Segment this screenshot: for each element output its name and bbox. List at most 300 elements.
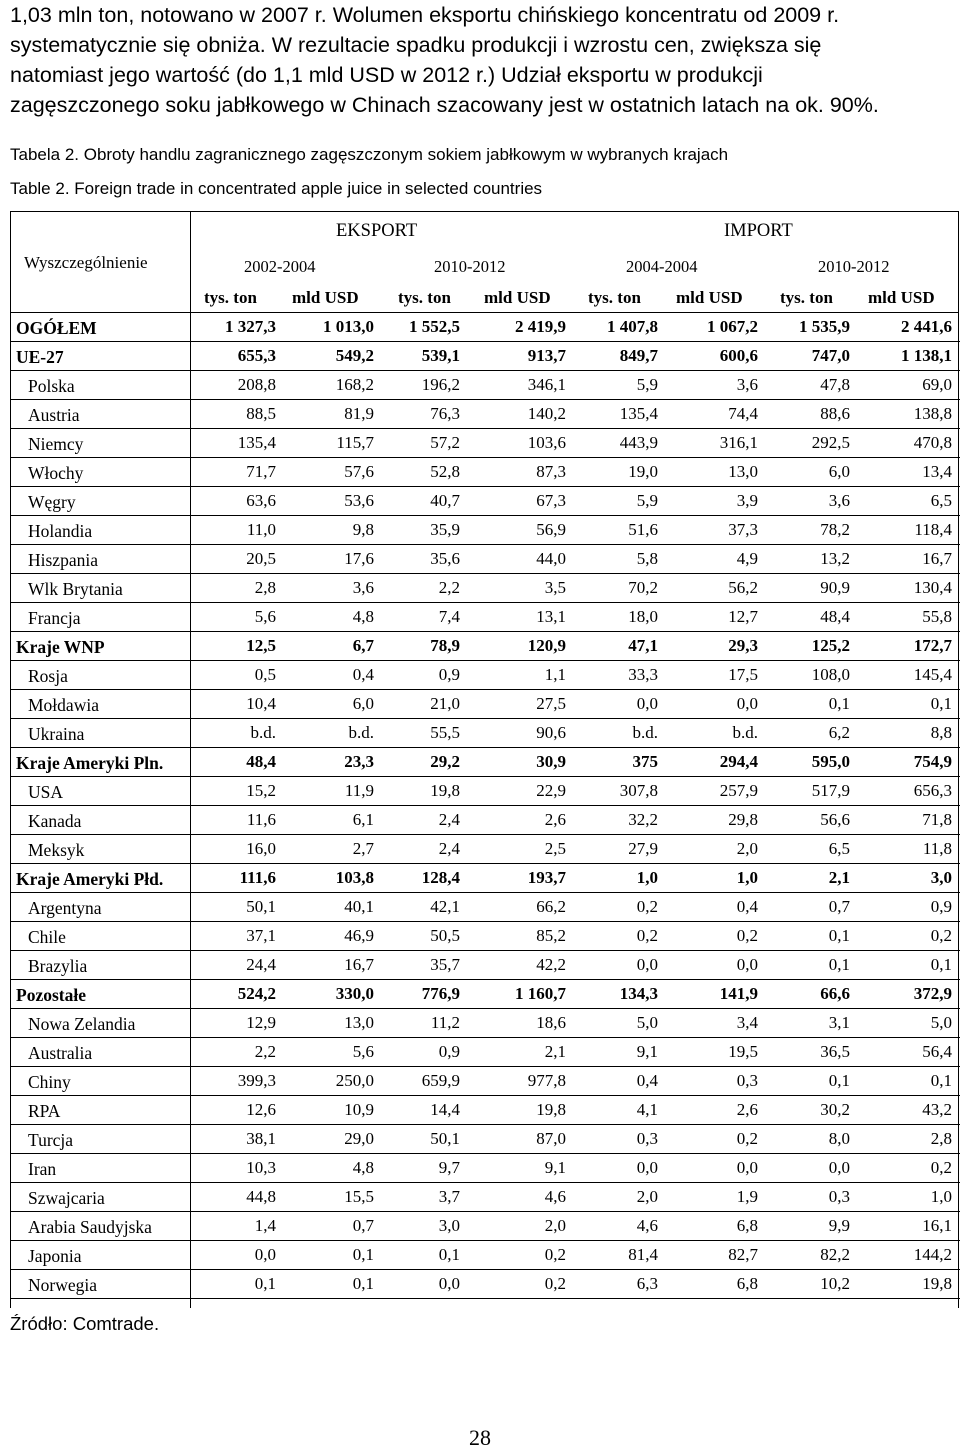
table-cell: 595,0 — [811, 752, 850, 771]
table-cell: 10,2 — [820, 1274, 850, 1293]
table-row — [0, 864, 960, 893]
table-row — [0, 1096, 960, 1125]
table-cell: 55,8 — [922, 607, 952, 626]
table-cell: 0,1 — [930, 955, 952, 974]
table-cell: 128,4 — [421, 868, 460, 887]
table-cell: 90,6 — [536, 723, 566, 742]
row-label: Kraje WNP — [16, 637, 105, 657]
table-cell: 48,4 — [246, 752, 276, 771]
table-cell: 0,3 — [636, 1129, 658, 1148]
table-cell: 0,1 — [828, 955, 850, 974]
table-cell: 346,1 — [527, 375, 566, 394]
row-label: Iran — [28, 1159, 57, 1179]
table-cell: 37,1 — [246, 926, 276, 945]
row-label: Węgry — [28, 492, 76, 512]
table-cell: 0,9 — [438, 665, 460, 684]
table-cell: 4,1 — [636, 1100, 658, 1119]
table-cell: 0,0 — [254, 1245, 276, 1264]
row-label: Kraje Ameryki Płd. — [16, 869, 164, 889]
table-cell: 135,4 — [619, 404, 658, 423]
table-cell: 747,0 — [811, 346, 850, 365]
row-label: Holandia — [28, 521, 93, 541]
table-row — [0, 516, 960, 545]
table-cell: 88,5 — [246, 404, 276, 423]
table-row — [0, 806, 960, 835]
table-row — [0, 371, 960, 400]
table-row — [0, 1038, 960, 1067]
table-cell: 11,0 — [246, 520, 276, 539]
source-note: Źródło: Comtrade. — [10, 1313, 160, 1334]
table-cell: 17,6 — [344, 549, 374, 568]
row-label: Chiny — [28, 1072, 71, 1092]
table-cell: 754,9 — [913, 752, 952, 771]
row-label: Hiszpania — [28, 550, 98, 570]
row-label: Norwegia — [28, 1275, 98, 1295]
table-caption-pl: Tabela 2. Obroty handlu zagranicznego zagęszczonym sokiem jabłkowym w wybranych krajach — [10, 145, 729, 164]
table-cell: 67,3 — [536, 491, 566, 510]
unit-header: tys. ton — [588, 288, 641, 307]
table-cell: 1,0 — [736, 868, 758, 887]
table-cell: 1,9 — [736, 1187, 758, 1206]
table-cell: 16,7 — [344, 955, 374, 974]
table-cell: 524,2 — [237, 984, 276, 1003]
table-cell: 656,3 — [913, 781, 952, 800]
table-cell: 3,6 — [736, 375, 758, 394]
table-row — [0, 574, 960, 603]
table-cell: 56,4 — [922, 1042, 952, 1061]
table-cell: 659,9 — [421, 1071, 460, 1090]
table-cell: 4,8 — [352, 607, 374, 626]
table-cell: 19,0 — [628, 462, 658, 481]
table-cell: 0,2 — [736, 926, 758, 945]
table-cell: 307,8 — [619, 781, 658, 800]
table-cell: 0,0 — [636, 1158, 658, 1177]
row-label: Argentyna — [28, 898, 102, 918]
table-cell: 5,6 — [254, 607, 276, 626]
table-cell: 40,7 — [430, 491, 460, 510]
table-cell: 3,0 — [438, 1216, 460, 1235]
table-cell: 71,8 — [922, 810, 952, 829]
table-cell: 66,6 — [820, 984, 850, 1003]
table-cell: 2,8 — [930, 1129, 952, 1148]
table-cell: 30,9 — [536, 752, 566, 771]
table-row — [0, 458, 960, 487]
table-cell: 19,5 — [728, 1042, 758, 1061]
table-cell: 399,3 — [237, 1071, 276, 1090]
table-cell: 66,2 — [536, 897, 566, 916]
table-cell: 145,4 — [913, 665, 952, 684]
table-cell: 549,2 — [335, 346, 374, 365]
table-cell: 18,0 — [628, 607, 658, 626]
table-cell: 55,5 — [430, 723, 460, 742]
row-label: Niemcy — [28, 434, 84, 454]
table-cell: 22,9 — [536, 781, 566, 800]
table-cell: 57,2 — [430, 433, 460, 452]
table-cell: 1 407,8 — [607, 317, 658, 336]
intro-paragraph — [10, 0, 955, 120]
table-cell: 12,7 — [728, 607, 758, 626]
table-cell: 3,7 — [438, 1187, 460, 1206]
table-cell: 42,1 — [430, 897, 460, 916]
row-label: Kanada — [28, 811, 82, 831]
table-cell: 134,3 — [619, 984, 658, 1003]
group-header-import: IMPORT — [724, 221, 793, 241]
table-cell: 115,7 — [336, 433, 374, 452]
table-cell: 20,5 — [246, 549, 276, 568]
table-cell: 600,6 — [719, 346, 758, 365]
table-cell: 6,1 — [352, 810, 374, 829]
row-label: Mołdawia — [28, 695, 99, 715]
table-cell: 71,7 — [246, 462, 276, 481]
table-row — [0, 545, 960, 574]
row-label: Wlk Brytania — [28, 579, 123, 599]
row-label: Pozostałe — [16, 985, 86, 1005]
table-row — [0, 400, 960, 429]
table-cell: 13,4 — [922, 462, 952, 481]
table-cell: 2,2 — [438, 578, 460, 597]
table-cell: 0,0 — [736, 1158, 758, 1177]
table-cell: 35,6 — [430, 549, 460, 568]
table-cell: 2,2 — [254, 1042, 276, 1061]
table-cell: 9,1 — [544, 1158, 566, 1177]
table-row — [0, 342, 960, 371]
row-label: Meksyk — [28, 840, 85, 860]
row-label: USA — [28, 782, 64, 802]
table-cell: 208,8 — [237, 375, 276, 394]
table-cell: 56,9 — [536, 520, 566, 539]
table-cell: 12,6 — [246, 1100, 276, 1119]
table-cell: 82,2 — [820, 1245, 850, 1264]
table-caption-en: Table 2. Foreign trade in concentrated apple juice in selected countries — [10, 179, 543, 198]
table-cell: 10,3 — [246, 1158, 276, 1177]
table-cell: 375 — [632, 752, 658, 771]
table-cell: 0,0 — [828, 1158, 850, 1177]
table-cell: 13,1 — [536, 607, 566, 626]
table-cell: 0,2 — [930, 926, 952, 945]
table-cell: 144,2 — [913, 1245, 952, 1264]
table-cell: 19,8 — [536, 1100, 566, 1119]
group-header-export: EKSPORT — [336, 221, 418, 241]
row-label: Francja — [28, 608, 81, 628]
table-cell: 1 013,0 — [323, 317, 374, 336]
table-cell: 4,8 — [352, 1158, 374, 1177]
table-row — [0, 1125, 960, 1154]
table-cell: 130,4 — [913, 578, 952, 597]
table-cell: 3,6 — [352, 578, 374, 597]
table-cell: 6,0 — [828, 462, 850, 481]
unit-header: tys. ton — [780, 288, 833, 307]
table-cell: 50,1 — [430, 1129, 460, 1148]
table-cell: 0,1 — [254, 1274, 276, 1293]
table-cell: 0,3 — [736, 1071, 758, 1090]
table-top-rule — [10, 211, 958, 212]
row-label: Turcja — [28, 1130, 74, 1150]
table-row — [0, 1067, 960, 1096]
row-label: Brazylia — [28, 956, 88, 976]
table-cell: 52,8 — [430, 462, 460, 481]
table-cell: 2,1 — [544, 1042, 566, 1061]
table-cell: 43,2 — [922, 1100, 952, 1119]
table-cell: 0,0 — [636, 955, 658, 974]
table-cell: 2,7 — [352, 839, 374, 858]
table-cell: 9,7 — [438, 1158, 460, 1177]
table-row — [0, 951, 960, 980]
table-cell: 50,5 — [430, 926, 460, 945]
table-cell: 44,8 — [246, 1187, 276, 1206]
table-cell: b.d. — [632, 723, 658, 742]
table-cell: 23,3 — [344, 752, 374, 771]
table-cell: 172,7 — [913, 636, 952, 655]
table-cell: 53,6 — [344, 491, 374, 510]
table-row — [0, 487, 960, 516]
table-cell: 470,8 — [913, 433, 952, 452]
table-cell: 36,5 — [820, 1042, 850, 1061]
table-cell: 316,1 — [719, 433, 758, 452]
table-cell: 330,0 — [335, 984, 374, 1003]
table-cell: 3,0 — [930, 868, 952, 887]
table-cell: 0,2 — [636, 897, 658, 916]
table-cell: 29,2 — [430, 752, 460, 771]
table-cell: 18,6 — [536, 1013, 566, 1032]
table-cell: 24,4 — [246, 955, 276, 974]
table-cell: 6,5 — [828, 839, 850, 858]
table-row — [0, 1009, 960, 1038]
table-cell: 0,4 — [636, 1071, 658, 1090]
table-cell: 56,2 — [728, 578, 758, 597]
table-cell: 47,8 — [820, 375, 850, 394]
table-cell: 0,1 — [352, 1245, 374, 1264]
table-cell: 2,6 — [736, 1100, 758, 1119]
table-cell: 2 419,9 — [515, 317, 566, 336]
table-cell: 125,2 — [811, 636, 850, 655]
table-cell: 9,9 — [828, 1216, 850, 1235]
table-cell: 16,7 — [922, 549, 952, 568]
table-cell: 140,2 — [527, 404, 566, 423]
table-cell: 6,5 — [930, 491, 952, 510]
unit-header: tys. ton — [398, 288, 451, 307]
row-label: Arabia Saudyjska — [28, 1217, 152, 1237]
table-row — [0, 661, 960, 690]
table-cell: 48,4 — [820, 607, 850, 626]
table-cell: 0,0 — [736, 955, 758, 974]
row-header-label: Wyszczególnienie — [24, 253, 148, 272]
table-cell: 3,9 — [736, 491, 758, 510]
table-cell: 2,4 — [438, 839, 460, 858]
table-cell: 81,4 — [628, 1245, 658, 1264]
table-row — [0, 748, 960, 777]
table-row — [0, 922, 960, 951]
table-row — [0, 690, 960, 719]
table-cell: 913,7 — [527, 346, 566, 365]
table-cell: 14,4 — [430, 1100, 460, 1119]
table-cell: 87,0 — [536, 1129, 566, 1148]
table-cell: 90,9 — [820, 578, 850, 597]
table-cell: b.d. — [250, 723, 276, 742]
table-cell: 135,4 — [237, 433, 276, 452]
table-cell: 5,9 — [636, 375, 658, 394]
table-cell: 3,6 — [828, 491, 850, 510]
row-label: Polska — [28, 376, 75, 396]
row-label: Kraje Ameryki Pln. — [16, 753, 164, 773]
table-cell: 69,0 — [922, 375, 952, 394]
table-cell: 2,1 — [828, 868, 850, 887]
row-label: Szwajcaria — [28, 1188, 105, 1208]
table-cell: 6,2 — [828, 723, 850, 742]
table-cell: 5,6 — [352, 1042, 374, 1061]
table-cell: 2,0 — [736, 839, 758, 858]
table-cell: 4,6 — [636, 1216, 658, 1235]
table-cell: 5,9 — [636, 491, 658, 510]
table-cell: 13,0 — [344, 1013, 374, 1032]
table-cell: 2,0 — [544, 1216, 566, 1235]
table-row — [0, 980, 960, 1009]
table-cell: 372,9 — [913, 984, 952, 1003]
table-cell: 27,9 — [628, 839, 658, 858]
table-cell: 63,6 — [246, 491, 276, 510]
data-table-body — [0, 313, 960, 1299]
table-cell: 6,0 — [352, 694, 374, 713]
table-cell: 0,1 — [930, 694, 952, 713]
table-cell: 141,9 — [719, 984, 758, 1003]
table-cell: 0,9 — [438, 1042, 460, 1061]
table-row — [0, 429, 960, 458]
table-cell: 108,0 — [811, 665, 850, 684]
intro-line: natomiast jego wartość (do 1,1 mld USD w 2012 r.) Udział eksportu w produkcji — [10, 63, 763, 87]
table-cell: 0,1 — [930, 1071, 952, 1090]
table-cell: 16,1 — [922, 1216, 952, 1235]
table-cell: 19,8 — [430, 781, 460, 800]
table-cell: 29,0 — [344, 1129, 374, 1148]
table-cell: 15,2 — [246, 781, 276, 800]
table-cell: 32,2 — [628, 810, 658, 829]
table-cell: b.d. — [348, 723, 374, 742]
row-label: Chile — [28, 927, 66, 947]
row-label: Japonia — [28, 1246, 82, 1266]
table-cell: 12,5 — [246, 636, 276, 655]
table-cell: 1 160,7 — [515, 984, 566, 1003]
unit-header: mld USD — [484, 288, 551, 307]
table-cell: 74,4 — [728, 404, 758, 423]
table-cell: 29,8 — [728, 810, 758, 829]
table-cell: 46,9 — [344, 926, 374, 945]
unit-header: mld USD — [292, 288, 359, 307]
table-cell: 38,1 — [246, 1129, 276, 1148]
intro-line: zagęszczonego soku jabłkowego w Chinach szacowany jest w ostatnich latach na ok. 90%. — [10, 93, 879, 117]
intro-line: 1,03 mln ton, notowano w 2007 r. Wolumen eksportu chińskiego koncentratu od 2009 r. — [10, 3, 840, 27]
table-cell: 1,0 — [930, 1187, 952, 1206]
row-label: Australia — [28, 1043, 93, 1063]
table-cell: 11,2 — [430, 1013, 460, 1032]
table-row — [0, 777, 960, 806]
table-cell: 11,8 — [922, 839, 952, 858]
table-cell: 81,9 — [344, 404, 374, 423]
row-label: OGÓŁEM — [16, 318, 97, 338]
table-cell: 0,3 — [828, 1187, 850, 1206]
table-cell: 11,9 — [344, 781, 374, 800]
table-cell: 13,2 — [820, 549, 850, 568]
row-label: Austria — [28, 405, 80, 425]
intro-line: systematycznie się obniża. W rezultacie spadku produkcji i wzrostu cen, zwiększa się — [10, 33, 822, 57]
row-label: Nowa Zelandia — [28, 1014, 136, 1034]
table-cell: 6,3 — [636, 1274, 658, 1293]
table-cell: 0,2 — [930, 1158, 952, 1177]
period-header: 2010-2012 — [818, 257, 890, 276]
table-cell: 78,9 — [430, 636, 460, 655]
table-cell: 17,5 — [728, 665, 758, 684]
table-cell: 4,9 — [736, 549, 758, 568]
table-cell: 138,8 — [913, 404, 952, 423]
table-cell: 4,6 — [544, 1187, 566, 1206]
table-cell: 2,6 — [544, 810, 566, 829]
table-cell: 977,8 — [527, 1071, 566, 1090]
table-cell: 2,5 — [544, 839, 566, 858]
table-row — [0, 1154, 960, 1183]
table-cell: 3,5 — [544, 578, 566, 597]
table-cell: 9,1 — [636, 1042, 658, 1061]
table-cell: 8,8 — [930, 723, 952, 742]
table-cell: 85,2 — [536, 926, 566, 945]
table-row — [0, 1212, 960, 1241]
table-cell: 76,3 — [430, 404, 460, 423]
table-cell: 29,3 — [728, 636, 758, 655]
period-header: 2004-2004 — [626, 257, 698, 276]
table-cell: 0,0 — [438, 1274, 460, 1293]
table-cell: 5,0 — [930, 1013, 952, 1032]
row-label: Ukraina — [28, 724, 85, 744]
table-row — [0, 1183, 960, 1212]
table-cell: 0,0 — [636, 694, 658, 713]
table-cell: 47,1 — [628, 636, 658, 655]
table-cell: 0,4 — [352, 665, 374, 684]
table-cell: 655,3 — [237, 346, 276, 365]
table-cell: 0,2 — [636, 926, 658, 945]
table-cell: 2,4 — [438, 810, 460, 829]
table-cell: 250,0 — [335, 1071, 374, 1090]
table-cell: 87,3 — [536, 462, 566, 481]
table-cell: 0,2 — [544, 1274, 566, 1293]
table-cell: 33,3 — [628, 665, 658, 684]
table-cell: 257,9 — [719, 781, 758, 800]
table-cell: 776,9 — [421, 984, 460, 1003]
row-label: Włochy — [28, 463, 84, 483]
table-cell: 21,0 — [430, 694, 460, 713]
unit-header: mld USD — [676, 288, 743, 307]
table-cell: 0,4 — [736, 897, 758, 916]
table-cell: 35,7 — [430, 955, 460, 974]
table-cell: 5,8 — [636, 549, 658, 568]
table-cell: 292,5 — [811, 433, 850, 452]
table-cell: 27,5 — [536, 694, 566, 713]
table-row — [0, 893, 960, 922]
table-cell: 1,0 — [636, 868, 658, 887]
table-cell: 0,1 — [828, 694, 850, 713]
table-cell: 88,6 — [820, 404, 850, 423]
table-row — [0, 632, 960, 661]
row-label: UE-27 — [16, 347, 64, 367]
table-cell: 15,5 — [344, 1187, 374, 1206]
table-cell: 0,0 — [736, 694, 758, 713]
row-label: Rosja — [28, 666, 68, 686]
table-cell: b.d. — [732, 723, 758, 742]
table-cell: 51,6 — [628, 520, 658, 539]
table-cell: 0,1 — [828, 926, 850, 945]
table-cell: 70,2 — [628, 578, 658, 597]
table-cell: 0,1 — [828, 1071, 850, 1090]
table-cell: 2,0 — [636, 1187, 658, 1206]
table-row — [0, 313, 960, 342]
table-cell: 0,2 — [544, 1245, 566, 1264]
table-row — [0, 835, 960, 864]
